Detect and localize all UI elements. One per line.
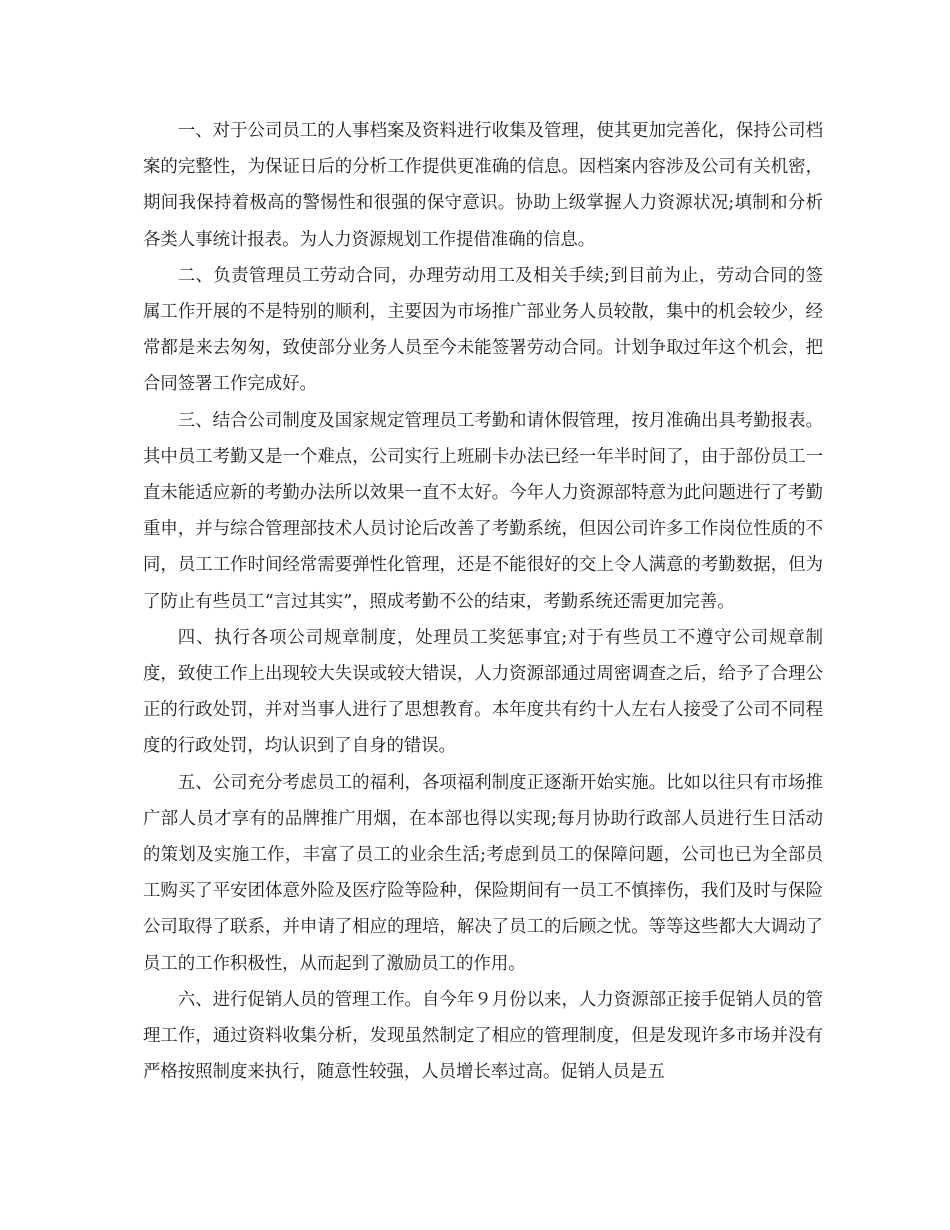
paragraph-rules-discipline: 四、执行各项公司规章制度，处理员工奖惩事宜;对于有些员工不遵守公司规章制度，致使工作上出现较大失误或较大错误，人力资源部通过周密调查之后，给予了合理公正的行政处罚，并对当事人进行了思想教育。本年度共有约十人左右人接受了公司不同程度的行政处罚，均认识到了自身的错误。 (143, 627, 823, 757)
paragraph-personnel-files: 一、对于公司员工的人事档案及资料进行收集及管理，使其更加完善化，保持公司档案的完整性，为保证日后的分析工作提供更准确的信息。因档案内容涉及公司有关机密，期间我保持着极高的警惕性和很强的保守意识。协助上级掌握人力资源状况;填制和分析各类人事统计报表。为人力资源规划工作提借准确的信息。 (143, 121, 823, 250)
paragraph-promoter-management: 六、进行促销人员的管理工作。自今年９月份以来，人力资源部正接手促销人员的管理工作，通过资料收集分析，发现虽然制定了相应的管理制度，但是发现许多市场并没有严格按照制度来执行，随意性较强，人员增长率过高。促销人员是五 (143, 989, 823, 1083)
paragraph-labor-contracts: 二、负责管理员工劳动合同，办理劳动用工及相关手续;到目前为止，劳动合同的签属工作开展的不是特别的顺利，主要因为市场推广部业务人员较散，集中的机会较少，经常都是来去匆匆，致使部分业务人员至今未能签署劳动合同。计划争取过年这个机会，把合同签署工作完成好。 (143, 265, 823, 395)
paragraph-employee-welfare: 五、公司充分考虑员工的福利，各项福利制度正逐渐开始实施。比如以往只有市场推广部人员才享有的品牌推广用烟，在本部也得以实现;每月协助行政部人员进行生日活动的策划及实施工作，丰富了员工的业余生活;考虑到员工的保障问题，公司也已为全部员工购买了平安团体意外险及医疗险等险种，保险期间有一员工不慎摔伤，我们及时与保险公司取得了联系，并申请了相应的理培，解决了员工的后顾之忧。等等这些都大大调动了员工的工作积极性，从而起到了激励员工的作用。 (143, 772, 823, 974)
document-body (143, 113, 823, 1090)
paragraph-attendance: 三、结合公司制度及国家规定管理员工考勤和请休假管理，按月准确出具考勤报表。其中员工考勤又是一个难点，公司实行上班刷卡办法已经一年半时间了，由于部份员工一直未能适应新的考勤办法所以效果一直不太好。今年人力资源部特意为此问题进行了考勤重申，并与综合管理部技术人员讨论后改善了考勤系统，但因公司许多工作岗位性质的不同，员工工作时间经常需要弹性化管理，还是不能很好的交上令人满意的考勤数据，但为了防止有些员工“言过其实”，照成考勤不公的结束，考勤系统还需更加完善。 (143, 410, 823, 612)
